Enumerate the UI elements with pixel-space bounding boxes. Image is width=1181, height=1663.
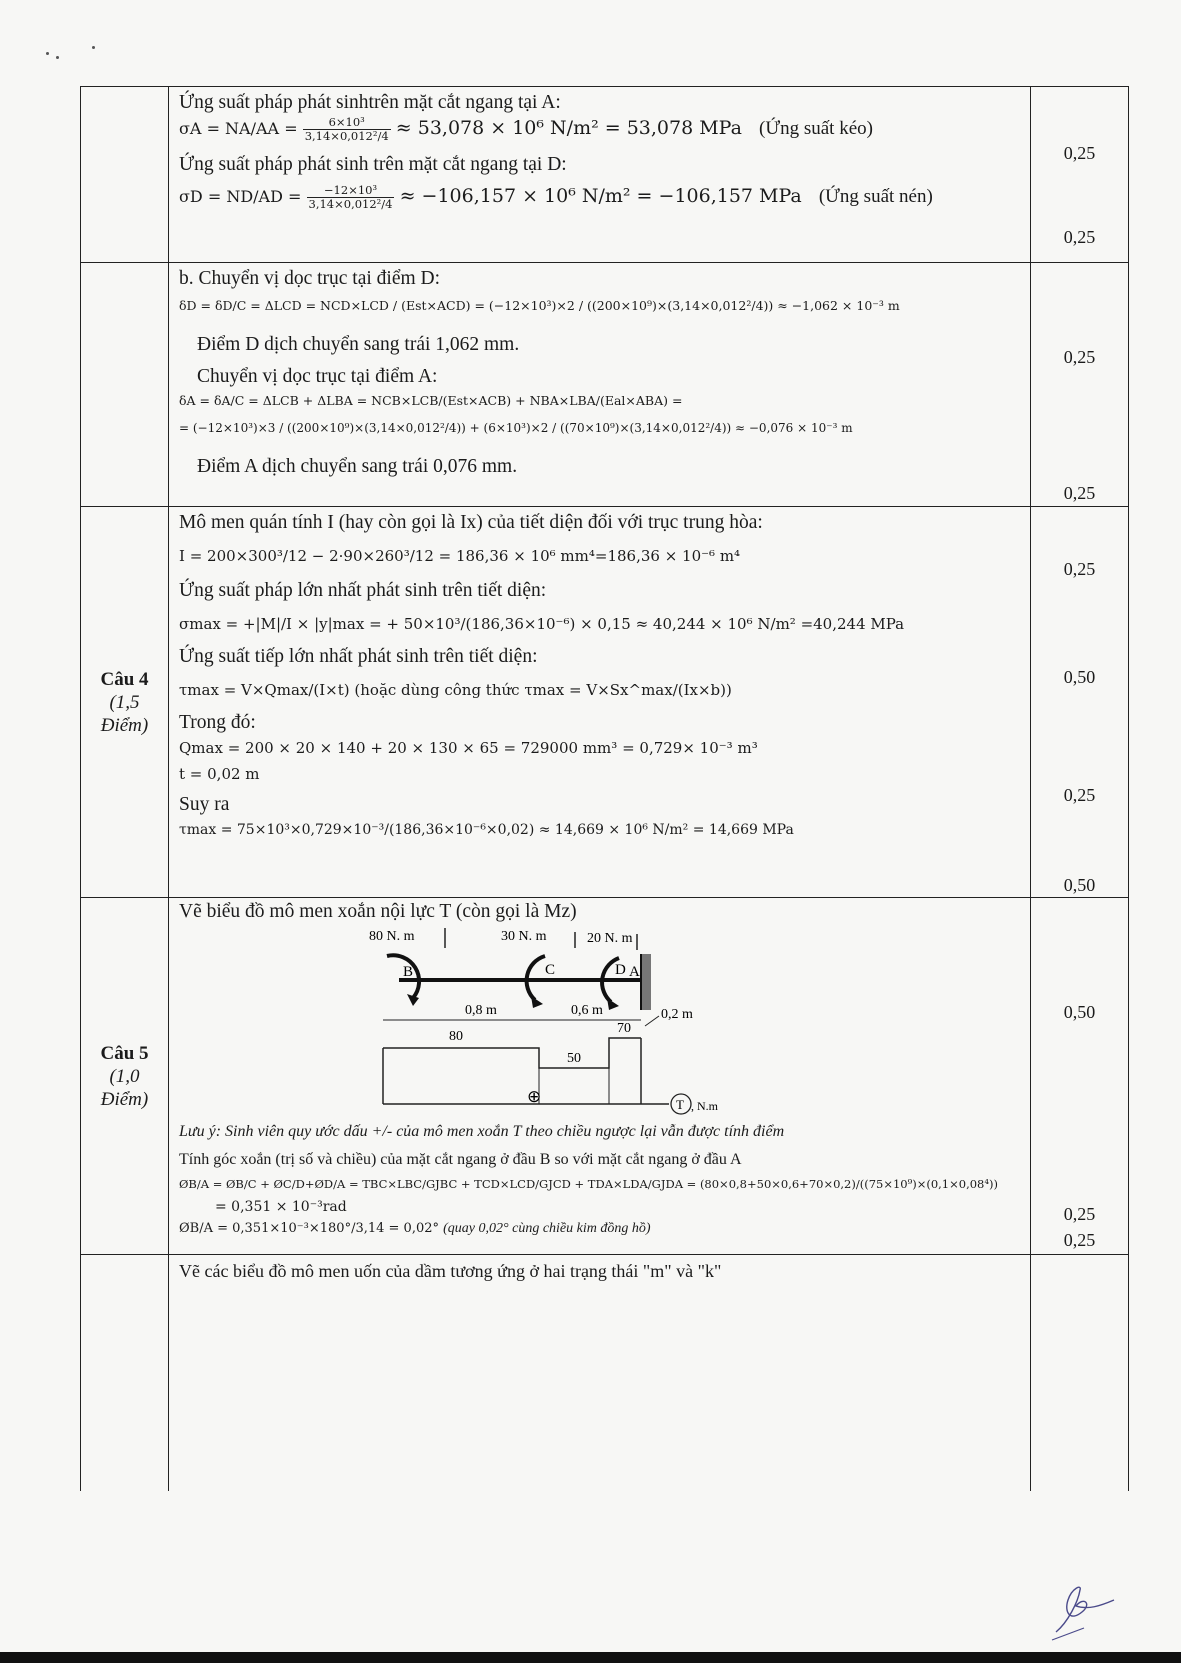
score-value: 0,50	[1063, 1002, 1096, 1022]
score-value: 0,25	[1063, 227, 1096, 247]
text-line: Ứng suất pháp phát sinh trên mặt cắt ngang tại D:	[179, 154, 567, 175]
length-label: 0,8 m	[465, 1003, 497, 1018]
frac-num: −12×10³	[307, 184, 395, 198]
formula-line: = 0,351 × 10⁻³rad	[215, 1199, 347, 1215]
text-line: Ứng suất pháp phát sinhtrên mặt cắt ngang tại A:	[179, 92, 561, 113]
text-line: Ứng suất tiếp lớn nhất phát sinh trên tiết diện:	[179, 646, 538, 667]
moment-label: 20 N. m	[587, 931, 633, 946]
formula-line: = (−12×10³)×3 / ((200×10⁹)×(3,14×0,012²/4)) + (6×10³)×2 / ((70×10⁹)×(3,14×0,012²/4)) ≈ −0,076 × 10⁻³ m	[179, 421, 853, 435]
text-line: Mô men quán tính I (hay còn gọi là Ix) của tiết diện đối với trục trung hòa:	[179, 512, 763, 533]
label-cell-empty	[81, 263, 169, 507]
formula-part: σA = NA/AA =	[179, 119, 298, 138]
question-number: Câu 5	[100, 1042, 149, 1064]
scan-speck	[92, 46, 95, 49]
score-cell	[1031, 263, 1129, 507]
fraction	[307, 184, 395, 211]
score-value: 0,25	[1063, 1204, 1096, 1224]
formula-line	[179, 183, 1022, 211]
score-value: 0,25	[1063, 785, 1096, 805]
text-line: Điểm A dịch chuyển sang trái 0,076 mm.	[197, 456, 518, 477]
fixed-wall	[641, 954, 651, 1010]
question-label	[81, 898, 169, 1255]
point-label: A	[629, 964, 640, 980]
scan-speck	[56, 56, 59, 59]
text-line: Điểm D dịch chuyển sang trái 1,062 mm.	[197, 334, 520, 355]
text-line: Vẽ các biểu đồ mô men uốn của dầm tương ứng ở hai trạng thái "m" và "k"	[179, 1261, 722, 1281]
score-value: 0,25	[1063, 559, 1096, 579]
row-q3-displacement	[81, 263, 1129, 507]
score-value: 0,50	[1063, 667, 1096, 687]
torque-diagram	[289, 928, 749, 1116]
question-points: (1,5	[109, 691, 140, 713]
content-cell	[169, 263, 1031, 507]
arrowhead	[531, 996, 543, 1008]
point-label: B	[403, 964, 414, 980]
note-line: Lưu ý: Sinh viên quy ước dấu +/- của mô men xoắn T theo chiều ngược lại vẫn được tính điểm	[179, 1123, 785, 1140]
row-q4	[81, 507, 1129, 898]
formula-line: δA = δA/C = ΔLCB + ΔLBA = NCB×LCB/(Est×ACB) + NBA×LBA/(Eal×ABA) =	[179, 393, 683, 408]
score-cell	[1031, 898, 1129, 1255]
formula-line: Qmax = 200 × 20 × 140 + 20 × 130 × 65 = 729000 mm³ = 0,729× 10⁻³ m³	[179, 739, 758, 757]
frac-den: 3,14×0,012²/4	[308, 197, 393, 211]
score-value: 0,25	[1063, 347, 1096, 367]
formula-part: σD = ND/AD =	[179, 187, 302, 206]
row-q6	[81, 1255, 1129, 1491]
length-label: 0,2 m	[661, 1007, 693, 1022]
score-value: 0,25	[1063, 143, 1096, 163]
content-cell	[169, 1255, 1031, 1491]
formula-part: ≈ 53,078 × 10⁶ N/m² = 53,078 MPa	[395, 117, 742, 139]
text-line: Chuyển vị dọc trục tại điểm A:	[197, 366, 438, 387]
score-cell	[1031, 87, 1129, 263]
text-line: Vẽ biểu đồ mô men xoắn nội lực T (còn gọi là Mz)	[179, 901, 577, 922]
content-cell	[169, 507, 1031, 898]
content-cell	[169, 87, 1031, 263]
question-points: (1,0	[109, 1065, 140, 1087]
score-value: 0,50	[1063, 875, 1096, 895]
formula-line: ØB/A = ØB/C + ØC/D+ØD/A = TBC×LBC/GJBC + TCD×LCD/GJCD + TDA×LDA/GJDA = (80×0,8+50×0,6+70×0,2)/((75×10⁹)×(0,1×0,08⁴))	[179, 1177, 998, 1191]
t-symbol: T	[676, 1097, 684, 1112]
formula-note: (Ứng suất kéo)	[759, 118, 873, 139]
point-label: D	[615, 962, 626, 978]
torque-value: 80	[449, 1029, 463, 1044]
text-line: b. Chuyển vị dọc trục tại điểm D:	[179, 268, 441, 289]
fraction	[303, 116, 391, 143]
scan-bottom-edge	[0, 1652, 1181, 1663]
question-points-unit: Điểm)	[100, 1088, 149, 1110]
formula-part: ØB/A = 0,351×10⁻³×180°/3,14 = 0,02°	[179, 1221, 439, 1236]
length-label: 0,6 m	[571, 1003, 603, 1018]
arrowhead	[607, 998, 619, 1010]
scan-speck	[46, 52, 49, 55]
formula-part: ≈ −106,157 × 10⁶ N/m² = −106,157 MPa	[399, 185, 802, 207]
text-line: Trong đó:	[179, 712, 256, 733]
frac-den: 3,14×0,012²/4	[304, 129, 389, 143]
torque-curve	[383, 1038, 641, 1068]
content-cell	[169, 898, 1031, 1255]
t-unit: , N.m	[691, 1099, 718, 1113]
score-value: 0,25	[1063, 1230, 1096, 1250]
formula-line: t = 0,02 m	[179, 765, 260, 783]
score-cell	[1031, 507, 1129, 898]
question-number: Câu 4	[100, 668, 149, 690]
formula-note: (quay 0,02° cùng chiều kim đồng hồ)	[443, 1221, 651, 1236]
torque-value: 50	[567, 1051, 581, 1066]
formula-line	[179, 1218, 1022, 1240]
row-q3-stress	[81, 87, 1129, 263]
formula-line: I = 200×300³/12 − 2·90×260³/12 = 186,36 × 10⁶ mm⁴=186,36 × 10⁻⁶ m⁴	[179, 547, 741, 565]
formula-line: δD = δD/C = ΔLCD = NCD×LCD / (Est×ACD) = (−12×10³)×2 / ((200×10⁹)×(3,14×0,012²/4)) ≈ −1,062 × 10⁻³ m	[179, 298, 900, 313]
point-label: C	[545, 962, 556, 978]
text-line: Tính góc xoắn (trị số và chiều) của mặt cắt ngang ở đầu B so với mặt cắt ngang ở đầu A	[179, 1151, 742, 1168]
signature-mark	[1048, 1582, 1118, 1642]
moment-label: 80 N. m	[369, 929, 415, 944]
formula-line	[179, 115, 1022, 143]
leader-line	[645, 1016, 659, 1026]
question-points-unit: Điểm)	[100, 714, 149, 736]
row-q5	[81, 898, 1129, 1255]
answer-table	[80, 86, 1129, 1491]
score-cell	[1031, 1255, 1129, 1491]
moment-label: 30 N. m	[501, 929, 547, 944]
text-line: Suy ra	[179, 794, 230, 815]
formula-note: (Ứng suất nén)	[818, 186, 933, 207]
text-line: Ứng suất pháp lớn nhất phát sinh trên tiết diện:	[179, 580, 547, 601]
torque-value: 70	[617, 1021, 631, 1036]
plus-sign: ⊕	[527, 1087, 542, 1106]
frac-num: 6×10³	[303, 116, 391, 130]
formula-line: τmax = 75×10³×0,729×10⁻³/(186,36×10⁻⁶×0,02) ≈ 14,669 × 10⁶ N/m² = 14,669 MPa	[179, 822, 794, 838]
question-label	[81, 507, 169, 898]
label-cell-empty	[81, 1255, 169, 1491]
label-cell-empty	[81, 87, 169, 263]
score-value: 0,25	[1063, 483, 1096, 503]
formula-line: τmax = V×Qmax/(I×t) (hoặc dùng công thức τmax = V×Sx^max/(Ix×b))	[179, 681, 732, 699]
formula-line: σmax = +|M|/I × |y|max = + 50×10³/(186,36×10⁻⁶) × 0,15 ≈ 40,244 × 10⁶ N/m² =40,244 MPa	[179, 615, 905, 633]
